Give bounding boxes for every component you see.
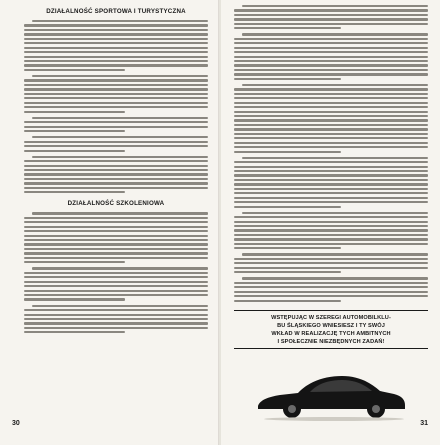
text-line xyxy=(24,290,208,292)
paragraph xyxy=(24,212,208,263)
slogan-rule-bottom xyxy=(234,348,428,349)
text-line xyxy=(24,29,208,31)
text-line xyxy=(234,300,341,302)
text-line xyxy=(24,69,125,71)
paragraph xyxy=(234,33,428,80)
text-line xyxy=(234,38,428,40)
right-page xyxy=(221,0,440,445)
text-line xyxy=(24,106,208,108)
text-line xyxy=(24,322,208,324)
text-line xyxy=(234,115,428,117)
text-line xyxy=(234,97,428,99)
paragraph xyxy=(234,157,428,208)
paragraph xyxy=(234,84,428,153)
text-line xyxy=(234,128,428,130)
left-page xyxy=(0,0,219,445)
text-line xyxy=(234,119,428,121)
slogan-line-2: BU ŚLĄSKIEGO WNIESIESZ I TY SWÓJ xyxy=(277,322,385,329)
text-line xyxy=(234,216,428,218)
text-line xyxy=(24,243,208,245)
text-line xyxy=(24,93,208,95)
paragraph xyxy=(24,156,208,194)
text-line xyxy=(234,56,428,58)
text-line xyxy=(32,156,208,158)
text-line xyxy=(24,47,208,49)
text-line xyxy=(234,197,428,199)
text-line xyxy=(234,179,428,181)
text-line xyxy=(24,276,208,278)
text-line xyxy=(24,24,208,26)
paragraph xyxy=(234,253,428,273)
text-line xyxy=(24,331,125,333)
text-line xyxy=(234,243,428,245)
text-line xyxy=(24,150,125,152)
text-line xyxy=(234,174,428,176)
text-line xyxy=(234,111,428,113)
text-line xyxy=(24,121,208,123)
text-line xyxy=(234,69,428,71)
text-line xyxy=(24,64,208,66)
text-line xyxy=(32,75,208,77)
text-line xyxy=(234,247,341,249)
text-line xyxy=(234,137,428,139)
text-line xyxy=(24,281,208,283)
text-block-sport xyxy=(24,20,208,193)
slogan-line-4: I SPOŁECZNIE NIEZBĘDNYCH ZADAŃ! xyxy=(277,338,385,345)
car-silhouette-icon xyxy=(254,362,408,422)
text-line xyxy=(24,285,208,287)
text-line xyxy=(234,78,341,80)
text-line xyxy=(24,169,208,171)
text-line xyxy=(234,60,428,62)
text-line xyxy=(234,229,428,231)
text-line xyxy=(234,102,428,104)
text-line xyxy=(24,160,208,162)
text-line xyxy=(234,18,428,20)
text-line xyxy=(234,142,428,144)
text-line xyxy=(24,235,208,237)
text-line xyxy=(32,212,208,214)
text-line xyxy=(234,258,428,260)
text-line xyxy=(234,23,428,25)
text-line xyxy=(234,192,428,194)
text-line xyxy=(24,126,208,128)
paragraph xyxy=(24,20,208,71)
text-line xyxy=(234,234,428,236)
text-line xyxy=(234,42,428,44)
text-line xyxy=(24,111,125,113)
text-line xyxy=(24,130,125,132)
page-number-left: 30 xyxy=(12,420,20,427)
text-line xyxy=(234,106,428,108)
text-line xyxy=(234,286,428,288)
slogan-line-1: WSTĘPUJĄC W SZEREGI AUTOMOBILKLU- xyxy=(271,314,391,321)
text-line xyxy=(234,124,428,126)
text-line xyxy=(24,178,208,180)
text-line xyxy=(24,248,208,250)
text-block-training xyxy=(24,212,208,333)
text-line xyxy=(32,20,208,22)
text-line xyxy=(24,298,125,300)
text-line xyxy=(234,146,428,148)
text-line xyxy=(234,51,428,53)
text-line xyxy=(24,239,208,241)
paragraph xyxy=(24,117,208,133)
text-line xyxy=(234,183,428,185)
slogan-line-3: WKŁAD W REALIZACJĘ TYCH AMBITNYCH xyxy=(271,330,391,337)
text-line xyxy=(24,314,208,316)
text-line xyxy=(24,38,208,40)
paragraph xyxy=(24,267,208,300)
text-line xyxy=(24,60,208,62)
text-line xyxy=(242,277,428,279)
text-line xyxy=(24,294,208,296)
text-line xyxy=(24,42,208,44)
text-line xyxy=(24,79,208,81)
text-line xyxy=(24,165,208,167)
paragraph xyxy=(234,5,428,29)
text-line xyxy=(234,206,341,208)
paragraph xyxy=(234,277,428,301)
text-line xyxy=(234,238,428,240)
section-heading-sport: DZIAŁALNOŚĆ SPORTOWA I TURYSTYCZNA xyxy=(46,8,186,15)
text-line xyxy=(32,267,208,269)
page-number-right: 31 xyxy=(420,420,428,427)
text-line xyxy=(234,262,428,264)
text-line xyxy=(24,173,208,175)
text-line xyxy=(24,318,208,320)
text-line xyxy=(234,14,428,16)
text-line xyxy=(24,252,208,254)
text-line xyxy=(32,117,208,119)
text-line xyxy=(24,327,208,329)
text-line xyxy=(242,84,428,86)
text-line xyxy=(234,27,341,29)
text-line xyxy=(24,261,125,263)
text-line xyxy=(24,226,208,228)
text-line xyxy=(24,97,208,99)
text-line xyxy=(234,151,341,153)
paragraph xyxy=(234,212,428,250)
text-line xyxy=(234,166,428,168)
text-line xyxy=(24,257,208,259)
text-line xyxy=(24,191,125,193)
text-line xyxy=(242,5,428,7)
text-line xyxy=(24,182,208,184)
paragraph xyxy=(24,136,208,152)
text-line xyxy=(242,253,428,255)
text-line xyxy=(234,9,428,11)
text-line xyxy=(234,133,428,135)
text-line xyxy=(24,187,208,189)
text-line xyxy=(234,73,428,75)
text-line xyxy=(234,267,428,269)
text-line xyxy=(24,221,208,223)
text-line xyxy=(234,93,428,95)
right-column xyxy=(234,5,428,352)
text-line xyxy=(242,212,428,214)
text-line xyxy=(24,88,208,90)
text-line xyxy=(234,225,428,227)
paragraph xyxy=(24,75,208,113)
paragraph xyxy=(24,305,208,334)
text-line xyxy=(24,141,208,143)
text-line xyxy=(24,56,208,58)
slogan-rule-top xyxy=(234,310,428,311)
text-line xyxy=(234,295,428,297)
text-line xyxy=(234,170,428,172)
text-line xyxy=(24,33,208,35)
text-line xyxy=(32,136,208,138)
text-line xyxy=(234,201,428,203)
left-column xyxy=(24,8,208,337)
text-line xyxy=(32,305,208,307)
text-line xyxy=(24,230,208,232)
text-line xyxy=(24,309,208,311)
text-line xyxy=(24,145,208,147)
text-line xyxy=(24,217,208,219)
text-line xyxy=(234,188,428,190)
text-line xyxy=(234,88,428,90)
text-line xyxy=(24,51,208,53)
text-line xyxy=(234,47,428,49)
text-line xyxy=(234,221,428,223)
text-line xyxy=(234,161,428,163)
text-line xyxy=(242,157,428,159)
text-block-right xyxy=(234,5,428,302)
section-heading-training: DZIAŁALNOŚĆ SZKOLENIOWA xyxy=(67,200,165,208)
text-line xyxy=(234,282,428,284)
text-line xyxy=(234,271,341,273)
text-line xyxy=(24,272,208,274)
text-line xyxy=(234,291,428,293)
text-line xyxy=(234,64,428,66)
text-line xyxy=(24,102,208,104)
text-line xyxy=(24,84,208,86)
text-line xyxy=(242,33,428,35)
